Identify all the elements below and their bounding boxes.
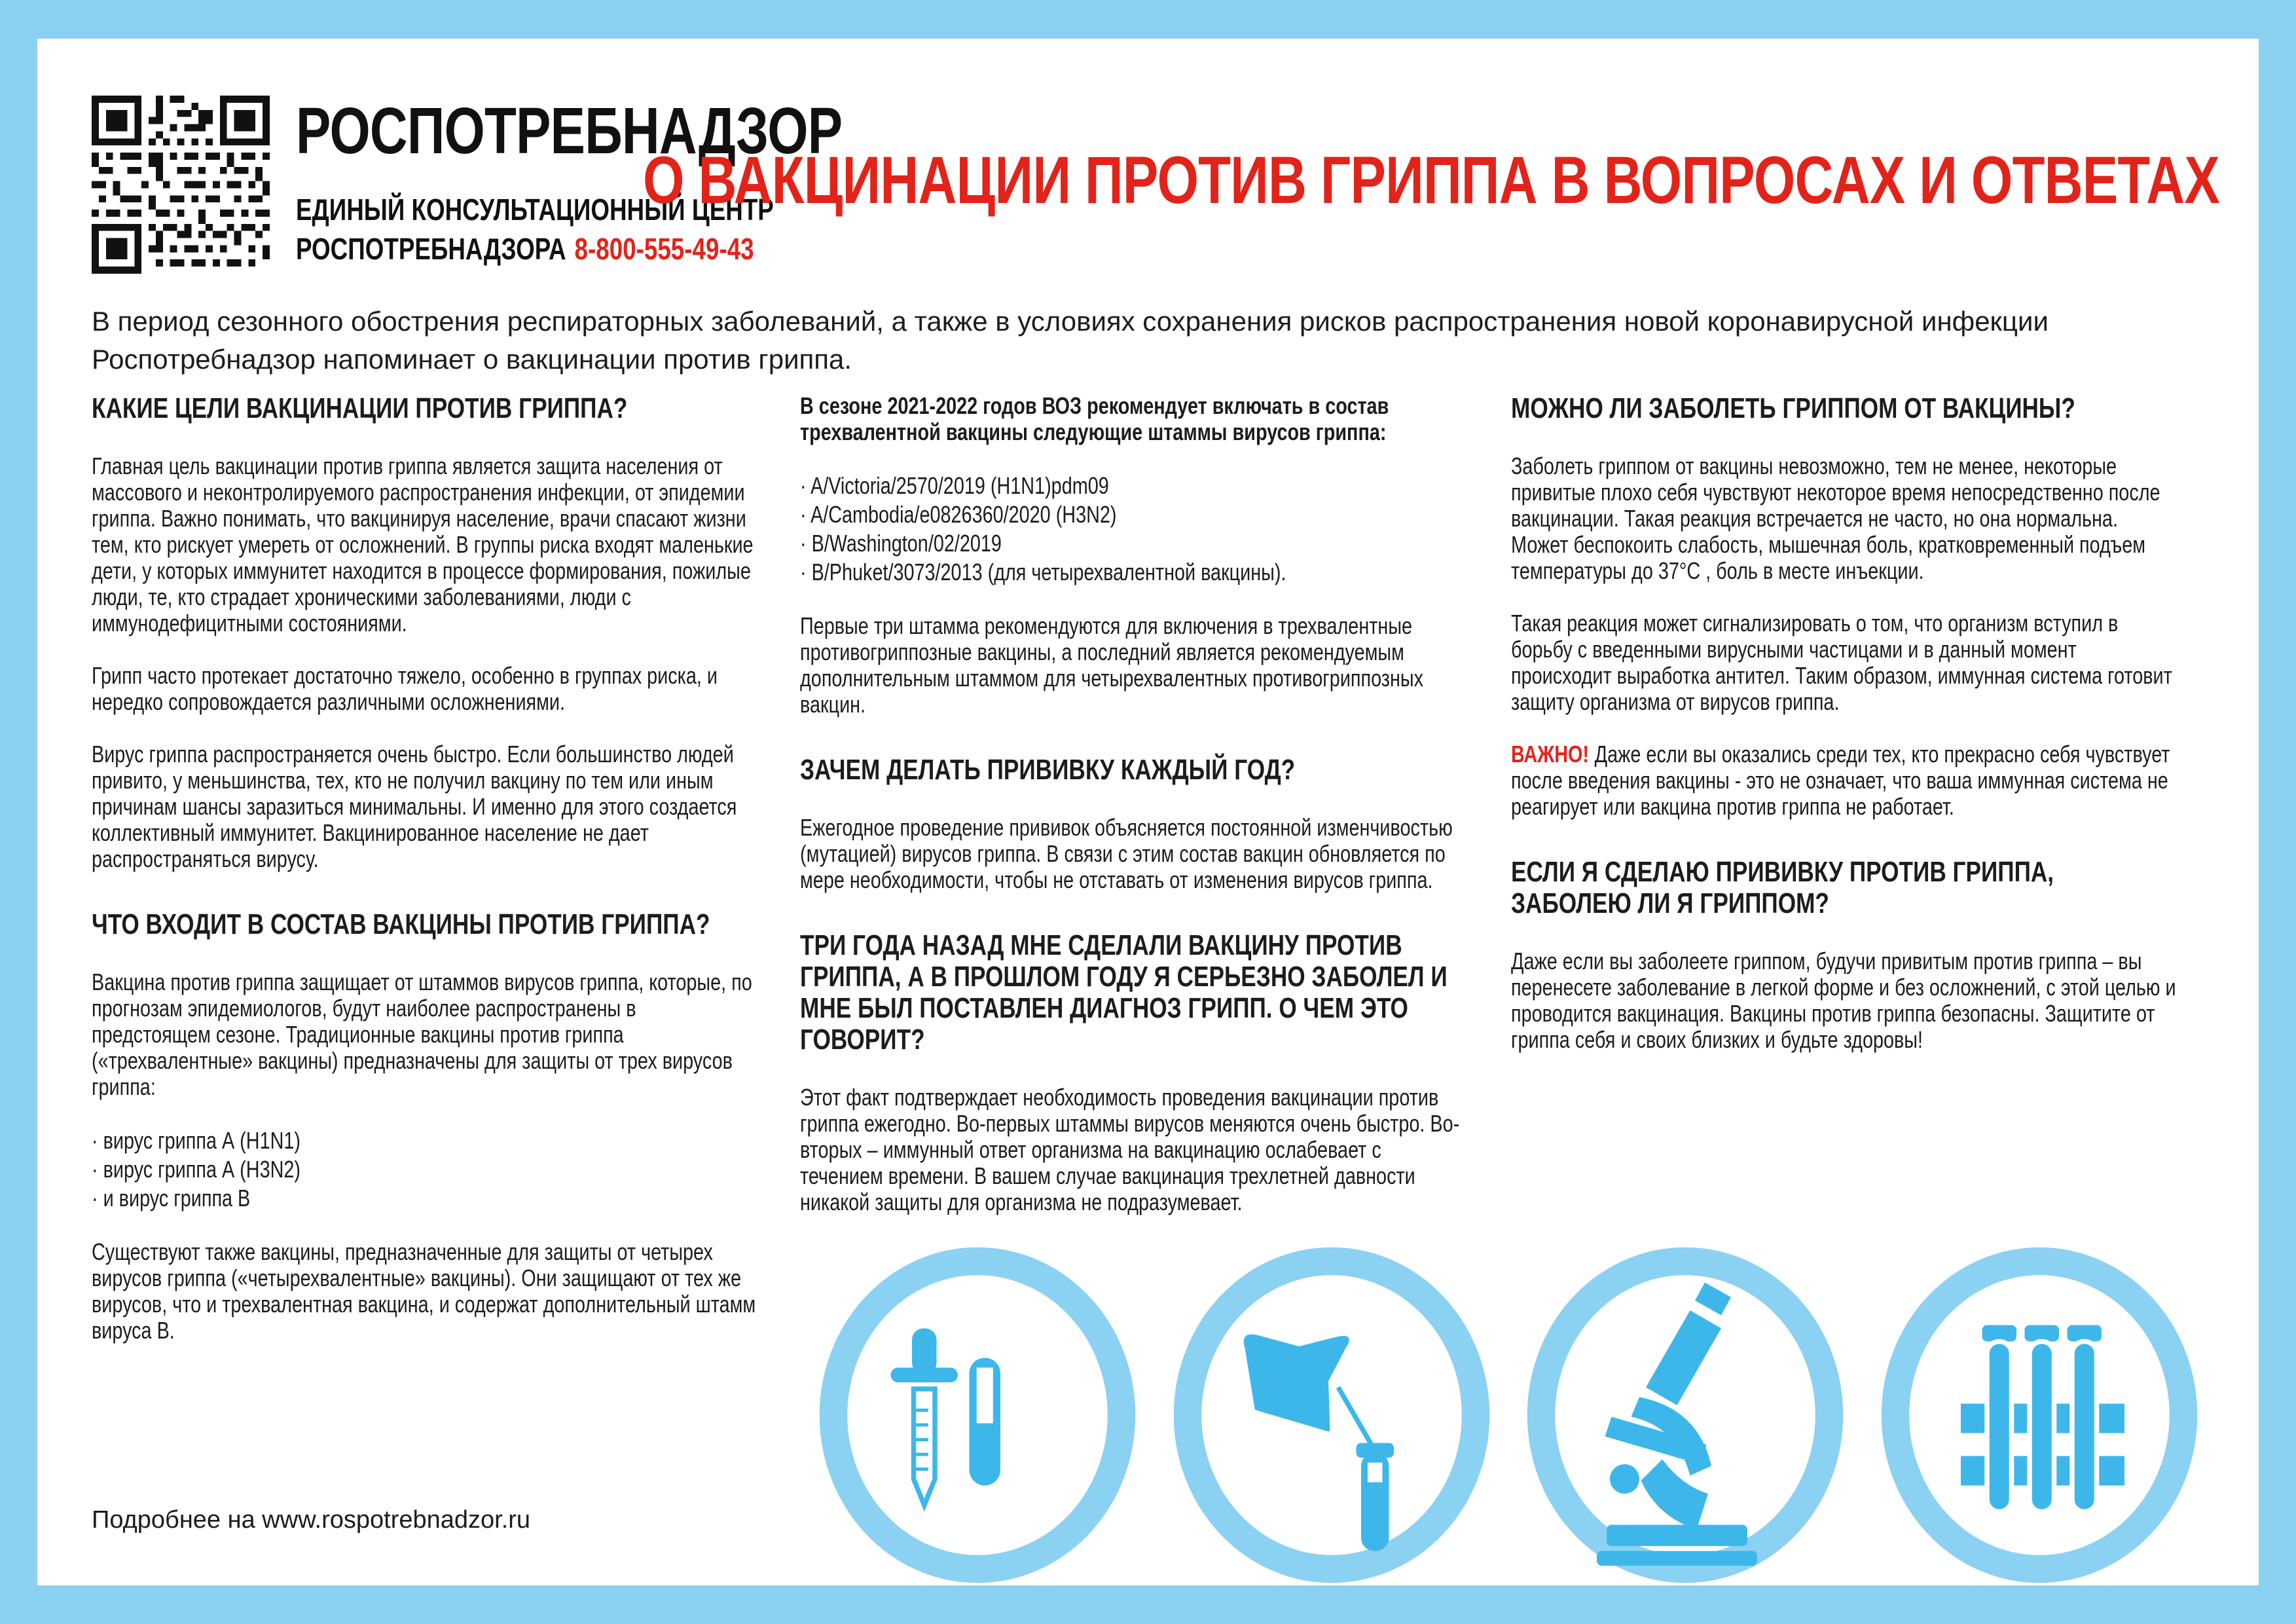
list-item: · B/Phuket/3073/2013 (для четырехвалентной вакцины).: [800, 559, 1286, 585]
paragraph: Грипп часто протекает достаточно тяжело, особенно в группах риска, и нередко сопровождается различными осложнениями.: [92, 662, 718, 715]
paragraph: Этот факт подтверждает необходимость проведения вакцинации против гриппа ежегодно. Во-первых штаммы вирусов меняются очень быстро. Во-вторых – иммунный ответ организма на вакцинацию ослабевает с течением времени. В вашем случае вакцинация трехлетней давности никакой защиты для организма не подразумевает.: [800, 1084, 1460, 1215]
heading-three-years-ago: ТРИ ГОДА НАЗАД МНЕ СДЕЛАЛИ ВАКЦИНУ ПРОТИВ ГРИППА, А В ПРОШЛОМ ГОДУ Я СЕРЬЕЗНО ЗАБОЛЕЛ И МНЕ БЫЛ ПОСТАВЛЕН ДИАГНОЗ ГРИПП. О ЧЕМ ЭТО ГОВОРИТ?: [800, 929, 1448, 1056]
list-item: · вирус гриппа А (H3N2): [92, 1156, 301, 1183]
footer-note: Подробнее на www.rospotrebnadzor.ru: [92, 1506, 531, 1534]
list-item: · и вирус гриппа В: [92, 1185, 251, 1211]
consultation-center-line1: ЕДИНЫЙ КОНСУЛЬТАЦИОННЫЙ ЦЕНТР: [296, 193, 774, 227]
heading-goals: КАКИЕ ЦЕЛИ ВАКЦИНАЦИИ ПРОТИВ ГРИППА?: [92, 392, 628, 424]
microscope-icon: [1522, 1246, 1849, 1585]
icons-row: [814, 1246, 2203, 1585]
paragraph: Такая реакция может сигнализировать о том, что организм вступил в борьбу с введенными вирусными частицами и в данный момент происходит выработка антител. Таким образом, иммунная система готовит защиту организма от вирусов гриппа.: [1511, 610, 2172, 715]
important-paragraph: ВАЖНО! Даже если вы оказались среди тех, кто прекрасно себя чувствует после введения вакцины - это не означает, что ваша иммунная система не реагирует или вакцина против гриппа не работает.: [1511, 741, 2170, 820]
phone-number: 8-800-555-49-43: [574, 232, 754, 266]
paragraph: Существуют также вакцины, предназначенные для защиты от четырех вирусов гриппа («четырехвалентные» вакцины). Они защищают от тех же вирусов, что и трехвалентная вакцина, и содержат дополнительный штамм вируса В.: [92, 1238, 756, 1344]
pipette-test-tube-icon: [814, 1246, 1141, 1585]
consultation-center-line2: РОСПОТРЕБНАДЗОРА 8-800-555-49-43: [296, 232, 754, 266]
heading-yearly-shot: ЗАЧЕМ ДЕЛАТЬ ПРИВИВКУ КАЖДЫЙ ГОД?: [800, 754, 1296, 786]
paragraph: Даже если вы заболеете гриппом, будучи привитым против гриппа – вы перенесете заболевание в легкой форме и без осложнений, с этой целью и проводится вакцинация. Вакцины против гриппа безопасны. Защитите от гриппа себя и своих близких и будьте здоровы!: [1511, 948, 2176, 1053]
test-tube-rack-icon: [1876, 1246, 2203, 1585]
paragraph: Заболеть гриппом от вакцины невозможно, тем не менее, некоторые привитые плохо себя чувствуют некоторое время непосредственно после вакцинации. Такая реакция встречается не часто, но она нормальна. Может беспокоить слабость, мышечная боль, кратковременный подъем температуры до 37°С , боль в месте инъекции.: [1511, 452, 2160, 584]
paragraph: Главная цель вакцинации против гриппа является защита населения от массового и неконтролируемого распространения инфекции, от эпидемии гриппа. Важно понимать, что вакцинируя население, врачи спасают жизни тем, кто рискует умереть от осложнений. В группы риска входят маленькие дети, у которых иммунитет находится в процессе формирования, пожилые люди, те, кто страдает хроническими заболеваниями, люди с иммунодефицитными состояниями.: [92, 452, 754, 637]
intro-paragraph: В период сезонного обострения респираторных заболеваний, а также в условиях сохранения рисков распространения новой коронавирусной инфекции Роспотребнадзор напоминает о вакцинации против гриппа.: [92, 306, 2049, 375]
list-item: · вирус гриппа А (H1N1): [92, 1127, 301, 1154]
page-title: О ВАКЦИНАЦИИ ПРОТИВ ГРИППА В ВОПРОСАХ И ОТВЕТАХ: [642, 143, 2219, 217]
list-item: · A/Cambodia/e0826360/2020 (H3N2): [800, 501, 1117, 528]
flask-pouring-icon: [1168, 1246, 1495, 1585]
column-goals: [92, 393, 759, 1370]
heading-flu-from-vaccine: МОЖНО ЛИ ЗАБОЛЕТЬ ГРИППОМ ОТ ВАКЦИНЫ?: [1511, 392, 2075, 424]
column-safety: [1511, 393, 2179, 1079]
paragraph: Первые три штамма рекомендуются для включения в трехвалентные противогриппозные вакцины, а последний является рекомендуемым дополнительным штаммом для четырехвалентных противогриппозных вакцин.: [800, 612, 1424, 718]
heading-composition: ЧТО ВХОДИТ В СОСТАВ ВАКЦИНЫ ПРОТИВ ГРИППА?: [92, 908, 710, 940]
list-item: · A/Victoria/2570/2019 (H1N1)pdm09: [800, 472, 1109, 499]
important-label: ВАЖНО!: [1511, 741, 1589, 767]
paragraph: Вирус гриппа распространяется очень быстро. Если большинство людей привито, у меньшинства, тех, кто не получил вакцину по тем или иным причинам шансы заразиться минимальны. И именно для этого создается коллективный иммунитет. Вакцинированное население не дает распространяться вирусу.: [92, 741, 737, 872]
strain-list: [800, 471, 1468, 587]
column-strains: [800, 393, 1468, 1242]
heading-will-i-get-flu: ЕСЛИ Я СДЕЛАЮ ПРИВИВКУ ПРОТИВ ГРИППА, ЗАБОЛЕЮ ЛИ Я ГРИППОМ?: [1511, 856, 2054, 919]
list-item: · B/Washington/02/2019: [800, 530, 1002, 557]
virus-list: [92, 1126, 759, 1213]
qr-code-icon: [92, 96, 270, 274]
org-name: РОСПОТРЕБНАДЗОР: [296, 94, 843, 168]
who-recommendation-lead: В сезоне 2021-2022 годов ВОЗ рекомендует включать в состав трехвалентной вакцины следующие штаммы вирусов гриппа:: [800, 392, 1389, 445]
paragraph: Вакцина против гриппа защищает от штаммов вирусов гриппа, которые, по прогнозам эпидемиологов, будут наиболее распространены в предстоящем сезоне. Традиционные вакцины против гриппа («трехвалентные» вакцины) предназначены для защиты от трех вирусов гриппа:: [92, 969, 752, 1100]
paragraph: Ежегодное проведение прививок объясняется постоянной изменчивостью (мутацией) вирусов гриппа. В связи с этим состав вакцин обновляется по мере необходимости, чтобы не отставать от изменения вирусов гриппа.: [800, 814, 1453, 893]
